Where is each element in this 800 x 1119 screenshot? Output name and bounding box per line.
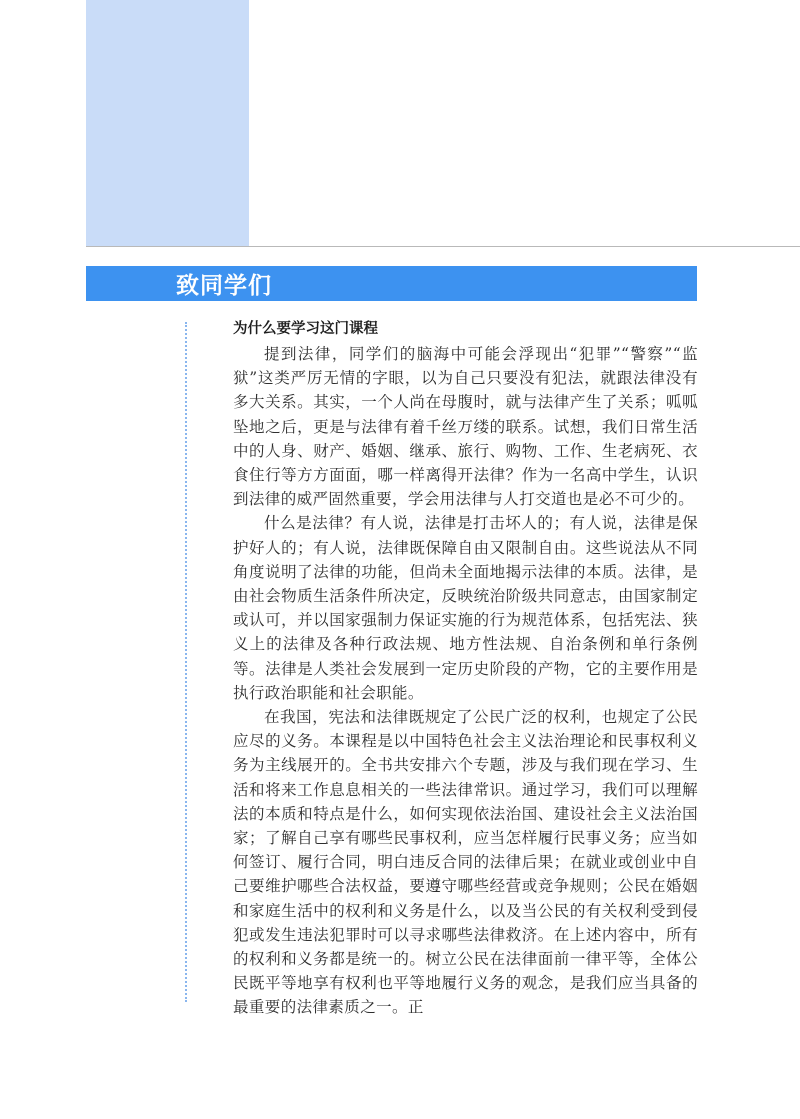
title-bar — [86, 266, 697, 301]
paragraph-1: 提到法律，同学们的脑海中可能会浮现出“犯罪”“警察”“监狱”这类严厉无情的字眼，以为自己只要没有犯法，就跟法律没有多大关系。其实，一个人尚在母腹时，就与法律产生了关系；呱呱坠地之后，更是与法律有着千丝万缕的联系。试想，我们日常生活中的人身、财产、婚姻、继承、旅行、购物、工作、生老病死、衣食住行等方方面面，哪一样离得开法律？作为一名高中学生，认识到法律的威严固然重要，学会用法律与人打交道也是必不可少的。 — [233, 345, 698, 509]
main-content — [233, 318, 698, 1020]
margin-dotted-rule — [185, 322, 187, 1002]
section-heading: 为什么要学习这门课程 — [233, 321, 378, 337]
page-title: 致同学们 — [176, 273, 272, 299]
paragraph-2: 什么是法律？有人说，法律是打击坏人的；有人说，法律是保护好人的；有人说，法律既保障自由又限制自由。这些说法从不同角度说明了法律的功能，但尚未全面地揭示法律的本质。法律，是由社会物质生活条件所决定，反映统治阶级共同意志，由国家制定或认可，并以国家强制力保证实施的行为规范体系，包括宪法、狭义上的法律及各种行政法规、地方性法规、自治条例和单行条例等。法律是人类社会发展到一定历史阶段的产物，它的主要作用是执行政治职能和社会职能。 — [233, 514, 698, 702]
decorative-header-block — [86, 0, 249, 246]
header-divider — [86, 246, 800, 247]
paragraph-3: 在我国，宪法和法律既规定了公民广泛的权利，也规定了公民应尽的义务。本课程是以中国特色社会主义法治理论和民事权利义务为主线展开的。全书共安排六个专题，涉及与我们现在学习、生活和将来工作息息相关的一些法律常识。通过学习，我们可以理解法的本质和特点是什么，如何实现依法治国、建设社会主义法治国家；了解自己享有哪些民事权利，应当怎样履行民事义务；应当如何签订、履行合同，明白违反合同的法律后果；在就业或创业中自己要维护哪些合法权益，要遵守哪些经营或竞争规则；公民在婚姻和家庭生活中的权利和义务是什么，以及当公民的有关权利受到侵犯或发生违法犯罪时可以寻求哪些法律救济。在上述内容中，所有的权利和义务都是统一的。树立公民在法律面前一律平等，全体公民既平等地享有权利也平等地履行义务的观念，是我们应当具备的最重要的法律素质之一。正 — [233, 708, 698, 1017]
